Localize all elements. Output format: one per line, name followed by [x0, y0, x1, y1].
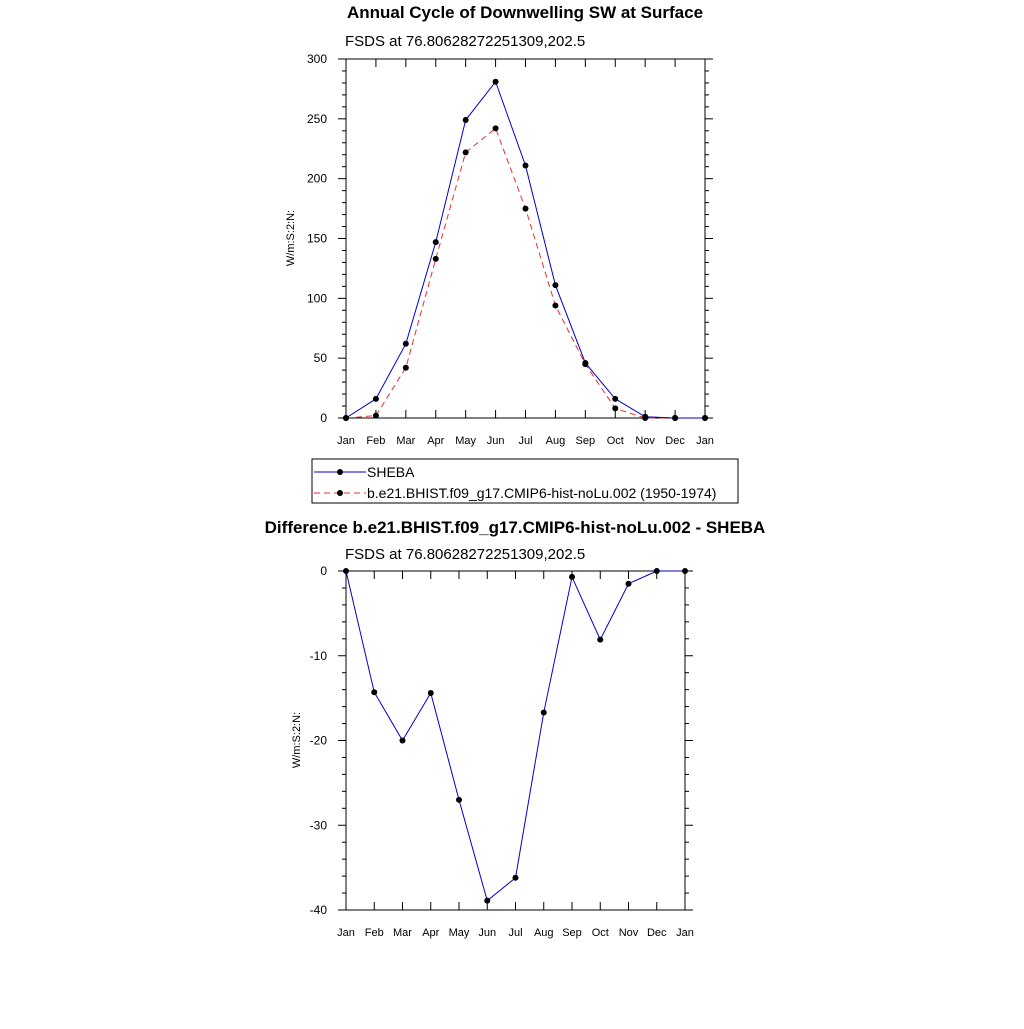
chart-2-xtick-label: Jul: [508, 927, 523, 939]
chart-1-xtick-label: May: [455, 435, 477, 447]
chart-1-xtick-label: Jan: [696, 435, 714, 447]
chart-1-series-2-point: [463, 149, 469, 155]
chart-1-title: Annual Cycle of Downwelling SW at Surface: [346, 3, 704, 22]
legend-label-sheba: SHEBA: [367, 464, 415, 480]
chart-1-series-2-point: [672, 415, 678, 421]
chart-2-xtick-label: May: [448, 927, 470, 939]
legend-label-model: b.e21.BHIST.f09_g17.CMIP6-hist-noLu.002 (1950-1974): [367, 485, 717, 501]
chart-1-series-1-point: [552, 282, 558, 288]
chart-2-plot: [310, 564, 694, 939]
chart-1-series-2-point: [493, 125, 499, 131]
chart-1-xtick-label: Jan: [337, 435, 355, 447]
chart-1-frame: [346, 59, 705, 418]
chart-1-ylabel: W/m:S:2:N:: [285, 209, 297, 267]
chart-1-ytick-label: 150: [306, 231, 327, 246]
chart-1-series-2-point: [612, 405, 618, 411]
chart-2-subtitle: FSDS at 76.80628272251309,202.5: [345, 546, 586, 563]
chart-1-series-1-line: [346, 82, 705, 418]
chart-1-series-2-point: [552, 303, 558, 309]
chart-1-xtick-label: Jul: [518, 435, 533, 447]
chart-1-series-2-point: [373, 413, 379, 419]
chart-1-ytick-label: 200: [306, 171, 327, 186]
chart-2-xtick-label: Aug: [533, 927, 554, 939]
chart-2-xtick-label: Oct: [591, 927, 609, 939]
chart-2-series-1-point: [654, 568, 660, 574]
chart-2-series-1-point: [541, 710, 547, 716]
chart-2-title: Difference b.e21.BHIST.f09_g17.CMIP6-hist-noLu.002 - SHEBA: [264, 518, 766, 537]
chart-2-series-1-point: [513, 875, 519, 881]
legend-marker-model: [337, 490, 343, 496]
chart-2-xtick-label: Mar: [393, 927, 412, 939]
chart-1-xtick-label: Nov: [635, 435, 655, 447]
chart-2-series-1-line: [346, 571, 685, 901]
chart-1-series-2-point: [343, 415, 349, 421]
chart-1-ytick-label: 250: [306, 111, 327, 126]
chart-1-series-1-point: [523, 163, 529, 169]
chart-2-series-1-point: [343, 568, 349, 574]
chart-1-series-2-point: [702, 415, 708, 421]
chart-2-series-1-point: [400, 738, 406, 744]
chart-1-ytick-label: 50: [313, 351, 327, 366]
chart-2-series-1-point: [484, 898, 490, 904]
chart-2-series-1-point: [371, 689, 377, 695]
chart-1-ytick-label: 300: [306, 52, 327, 66]
chart-1-series-2-point: [582, 361, 588, 367]
chart-2-xtick-label: Nov: [618, 927, 639, 939]
chart-1-series-2-point: [433, 256, 439, 262]
chart-1-xtick-label: Aug: [545, 435, 566, 447]
chart-1-ytick-label: 100: [306, 291, 327, 306]
chart-1-series-2-point: [642, 415, 648, 421]
chart-2-ylabel: W/m:S:2:N:: [291, 711, 303, 769]
chart-2-xtick-label: Dec: [646, 927, 667, 939]
chart-2-series-1-point: [597, 637, 603, 643]
chart-2-xtick-label: Jun: [478, 927, 497, 939]
chart-2-ytick-label: 0: [320, 564, 327, 578]
chart-2-ytick-label: -30: [309, 818, 327, 833]
chart-2-ytick-label: -20: [309, 733, 327, 748]
chart-2-frame: [346, 571, 685, 910]
chart-1-ytick-label: 0: [320, 411, 327, 425]
chart-1-series-2-point: [403, 365, 409, 371]
chart-2-series-1-point: [456, 797, 462, 803]
chart-2-xtick-label: Sep: [562, 927, 582, 939]
chart-2-ytick-label: -10: [309, 648, 327, 663]
chart-1-series-1-point: [463, 117, 469, 123]
chart-1-series-1-point: [493, 79, 499, 85]
chart-1-xtick-label: Apr: [427, 435, 445, 447]
chart-1-subtitle: FSDS at 76.80628272251309,202.5: [345, 33, 586, 50]
chart-2-series-1-point: [682, 568, 688, 574]
chart-2-series-1-point: [428, 690, 434, 696]
chart-2-ytick-label: -40: [309, 903, 327, 917]
chart-2-xtick-label: Jan: [337, 927, 355, 939]
chart-1-series-2-line: [346, 128, 705, 418]
chart-2-xtick-label: Apr: [422, 927, 440, 939]
chart-2-xtick-label: Jan: [676, 927, 694, 939]
chart-1-series-1-point: [433, 239, 439, 245]
chart-1-xtick-label: Feb: [366, 435, 386, 447]
legend: [312, 459, 738, 503]
chart-1-series-2-point: [523, 206, 529, 212]
chart-1-xtick-label: Oct: [606, 435, 624, 447]
chart-1-series-1-point: [373, 396, 379, 402]
chart-1-xtick-label: Mar: [396, 435, 416, 447]
chart-1-plot: [307, 52, 714, 447]
chart-2-series-1-point: [569, 574, 575, 580]
chart-1-series-1-point: [612, 396, 618, 402]
chart-1-xtick-label: Jun: [486, 435, 505, 447]
chart-2-series-1-point: [626, 581, 632, 587]
chart-1-series-1-point: [403, 341, 409, 347]
chart-1-xtick-label: Dec: [665, 435, 685, 447]
legend-marker-sheba: [337, 469, 343, 475]
chart-2-xtick-label: Feb: [364, 927, 384, 939]
chart-1-xtick-label: Sep: [575, 435, 596, 447]
